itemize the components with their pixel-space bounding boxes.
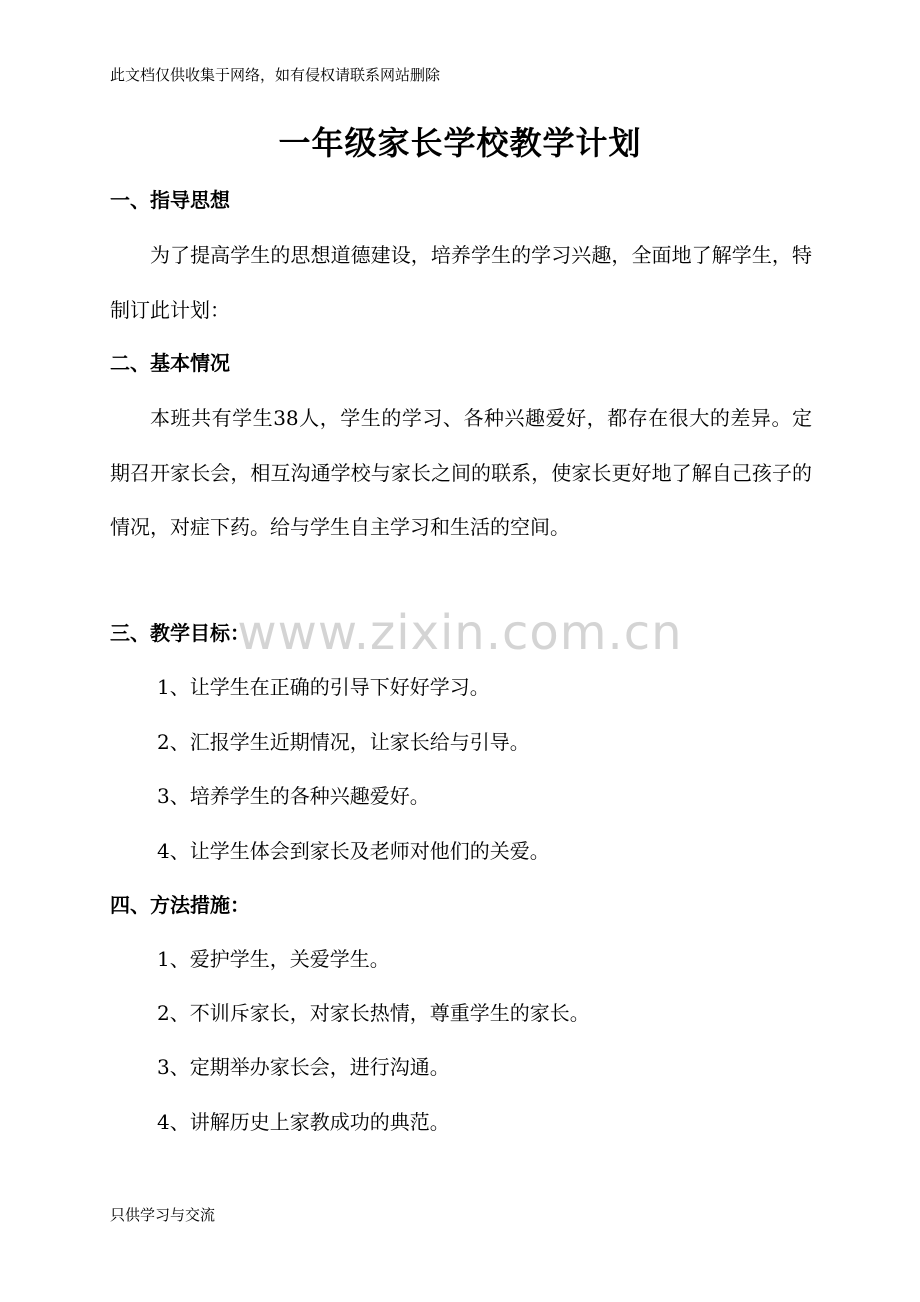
list-item: 4、讲解历史上家教成功的典范。 [157, 1110, 450, 1134]
list-item: 1、让学生在正确的引导下好好学习。 [157, 675, 490, 699]
header-note: 此文档仅供收集于网络，如有侵权请联系网站删除 [110, 66, 441, 84]
document-title: 一年级家长学校教学计划 [278, 124, 642, 162]
paragraph-guiding-ideology: 为了提高学生的思想道德建设，培养学生的学习兴趣，全面地了解学生，特制订此计划： [110, 243, 812, 322]
section-heading-methods: 四、方法措施： [110, 893, 250, 917]
list-item: 2、汇报学生近期情况，让家长给与引导。 [157, 730, 530, 754]
list-item: 4、让学生体会到家长及老师对他们的关爱。 [157, 839, 550, 863]
section-heading-guiding-ideology: 一、指导思想 [110, 188, 230, 212]
list-item: 3、培养学生的各种兴趣爱好。 [157, 784, 430, 808]
section-heading-teaching-goals: 三、教学目标： [110, 621, 250, 645]
footer-note: 只供学习与交流 [110, 1206, 216, 1224]
watermark: www.zixin.com.cn [237, 605, 683, 661]
paragraph-basic-situation: 本班共有学生38人，学生的学习、各种兴趣爱好，都存在很大的差异。定期召开家长会，相互沟通学校与家长之间的联系，使家长更好地了解自己孩子的情况，对症下药。给与学生自主学习和生活的空间。 [110, 406, 812, 539]
list-item: 3、定期举办家长会，进行沟通。 [157, 1055, 450, 1079]
section-heading-basic-situation: 二、基本情况 [110, 351, 230, 375]
list-item: 2、不训斥家长，对家长热情，尊重学生的家长。 [157, 1001, 590, 1025]
list-item: 1、爱护学生，关爱学生。 [157, 947, 390, 971]
